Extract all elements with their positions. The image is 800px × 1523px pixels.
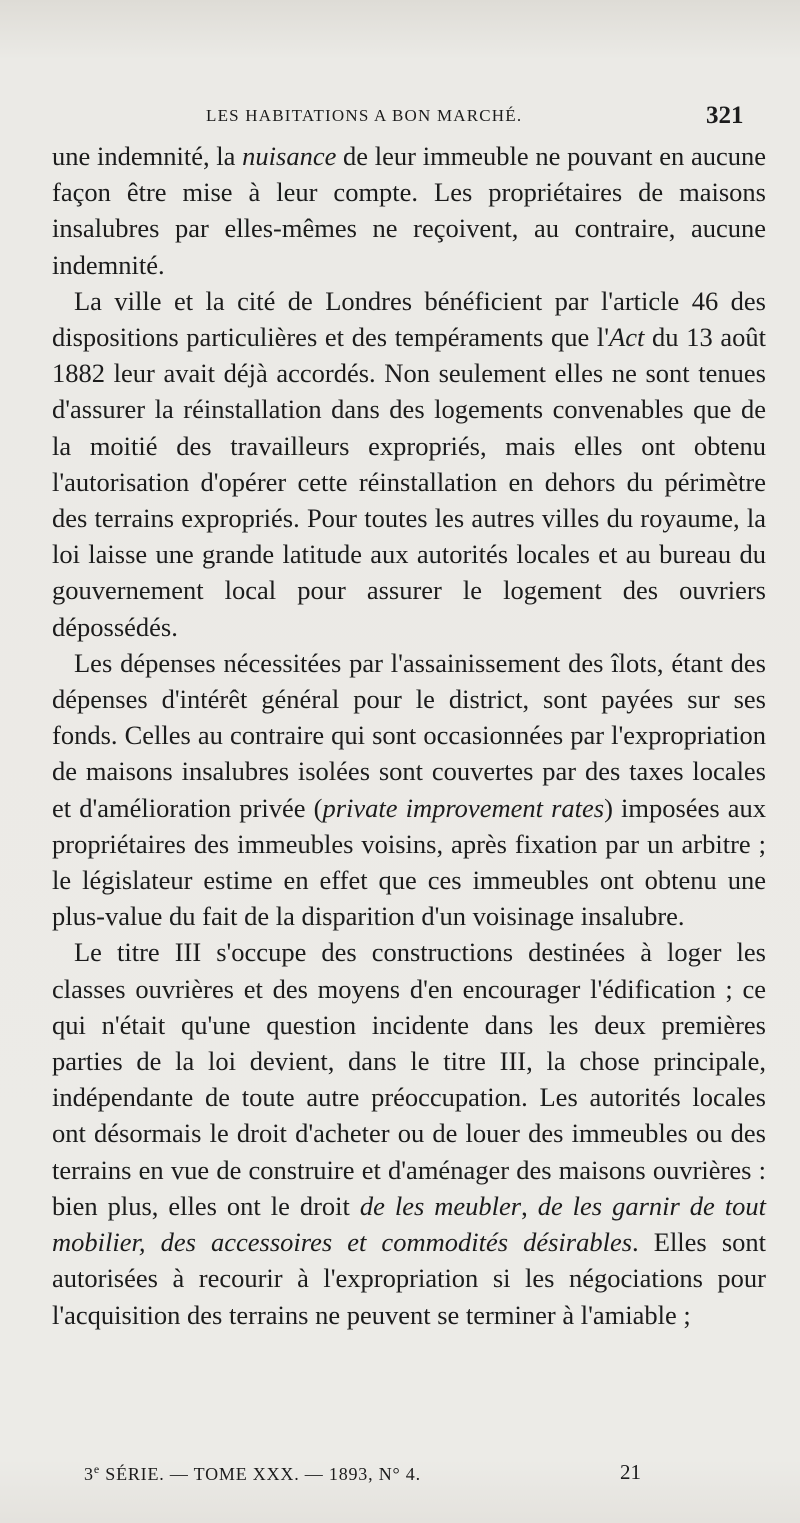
text-run: du 13 août 1882 leur avait déjà accordés. Non seulement elles ne sont tenues d'assurer la réinstallation dans des logements convenables que de la moitié des travailleurs expropriés, mais elles ont obtenu l'autorisation d'opérer cette réinstallation en dehors du périmètre des terrains expropriés. Pour toutes les autres villes du royaume, la loi laisse une grande latitude aux autorités locales et au bureau du gouvernement local pour assurer le logement des ouvriers dépossédés.: [52, 322, 766, 642]
text-run: ,: [521, 1190, 538, 1221]
italic-run: de les meubler: [359, 1190, 522, 1221]
printer-signature: [84, 1462, 421, 1485]
page-footer: [0, 1460, 800, 1494]
text-run: une indemnité, la: [52, 141, 243, 171]
text-run: . Elles sont autorisées à recourir à l'expropriation si les négociations pour l'acquisition des terrains ne peuvent se terminer à l'amiable ;: [52, 1227, 766, 1330]
paragraph: [52, 934, 766, 1332]
series-number: 3: [84, 1464, 94, 1484]
paragraph: [52, 283, 766, 645]
signature-rest: SÉRIE. — TOME XXX. — 1893, N° 4.: [99, 1464, 421, 1484]
text-run: La ville et la cité de Londres bénéficient par l'article 46 des dispositions particulières et des tempéraments que l': [52, 285, 766, 353]
body-text: [52, 138, 766, 1333]
running-title: LES HABITATIONS A BON MARCHÉ.: [206, 106, 523, 125]
italic-run: Act: [609, 322, 645, 353]
text-run: de leur immeuble ne pouvant en aucune façon être mise à leur compte. Les propriétaires de maisons insalubres par elles-mêmes ne reçoivent, au contraire, aucune indemnité.: [52, 141, 766, 280]
paragraph: [52, 138, 766, 283]
italic-run: private improvement rates: [322, 792, 605, 823]
page-number: 321: [706, 102, 744, 129]
page-header: [0, 102, 800, 136]
italic-run: nuisance: [242, 141, 337, 171]
series-suffix: e: [93, 1462, 100, 1476]
italic-run: de les garnir de tout mobilier, des accessoires et commodités désirables: [52, 1190, 766, 1258]
text-run: Le titre III s'occupe des constructions destinées à loger les classes ouvrières et des moyens d'en encourager l'édification ; ce qui n'était qu'une question incidente dans les deux premières parties de la loi devient, dans le titre III, la chose principale, indépendante de toute autre préoccupation. Les autorités locales ont désormais le droit d'acheter ou de louer des immeubles ou des terrains en vue de construire et d'aménager des maisons ouvrières : bien plus, elles ont le droit: [52, 937, 766, 1221]
text-run: ) imposées aux propriétaires des immeubles voisins, après fixation par un arbitre ; le législateur estime en effet que ces immeubles ont obtenu une plus-value du fait de la disparition d'un voisinage insalubre.: [52, 792, 766, 932]
text-run: Les dépenses nécessitées par l'assainissement des îlots, étant des dépenses d'intérêt général pour le district, sont payées sur ses fonds. Celles au contraire qui sont occasionnées par l'expropriation de maisons insalubres isolées sont couvertes par des taxes locales et d'amélioration privée (: [52, 647, 766, 823]
signature-number: 21: [620, 1460, 641, 1484]
paragraph: [52, 645, 766, 935]
